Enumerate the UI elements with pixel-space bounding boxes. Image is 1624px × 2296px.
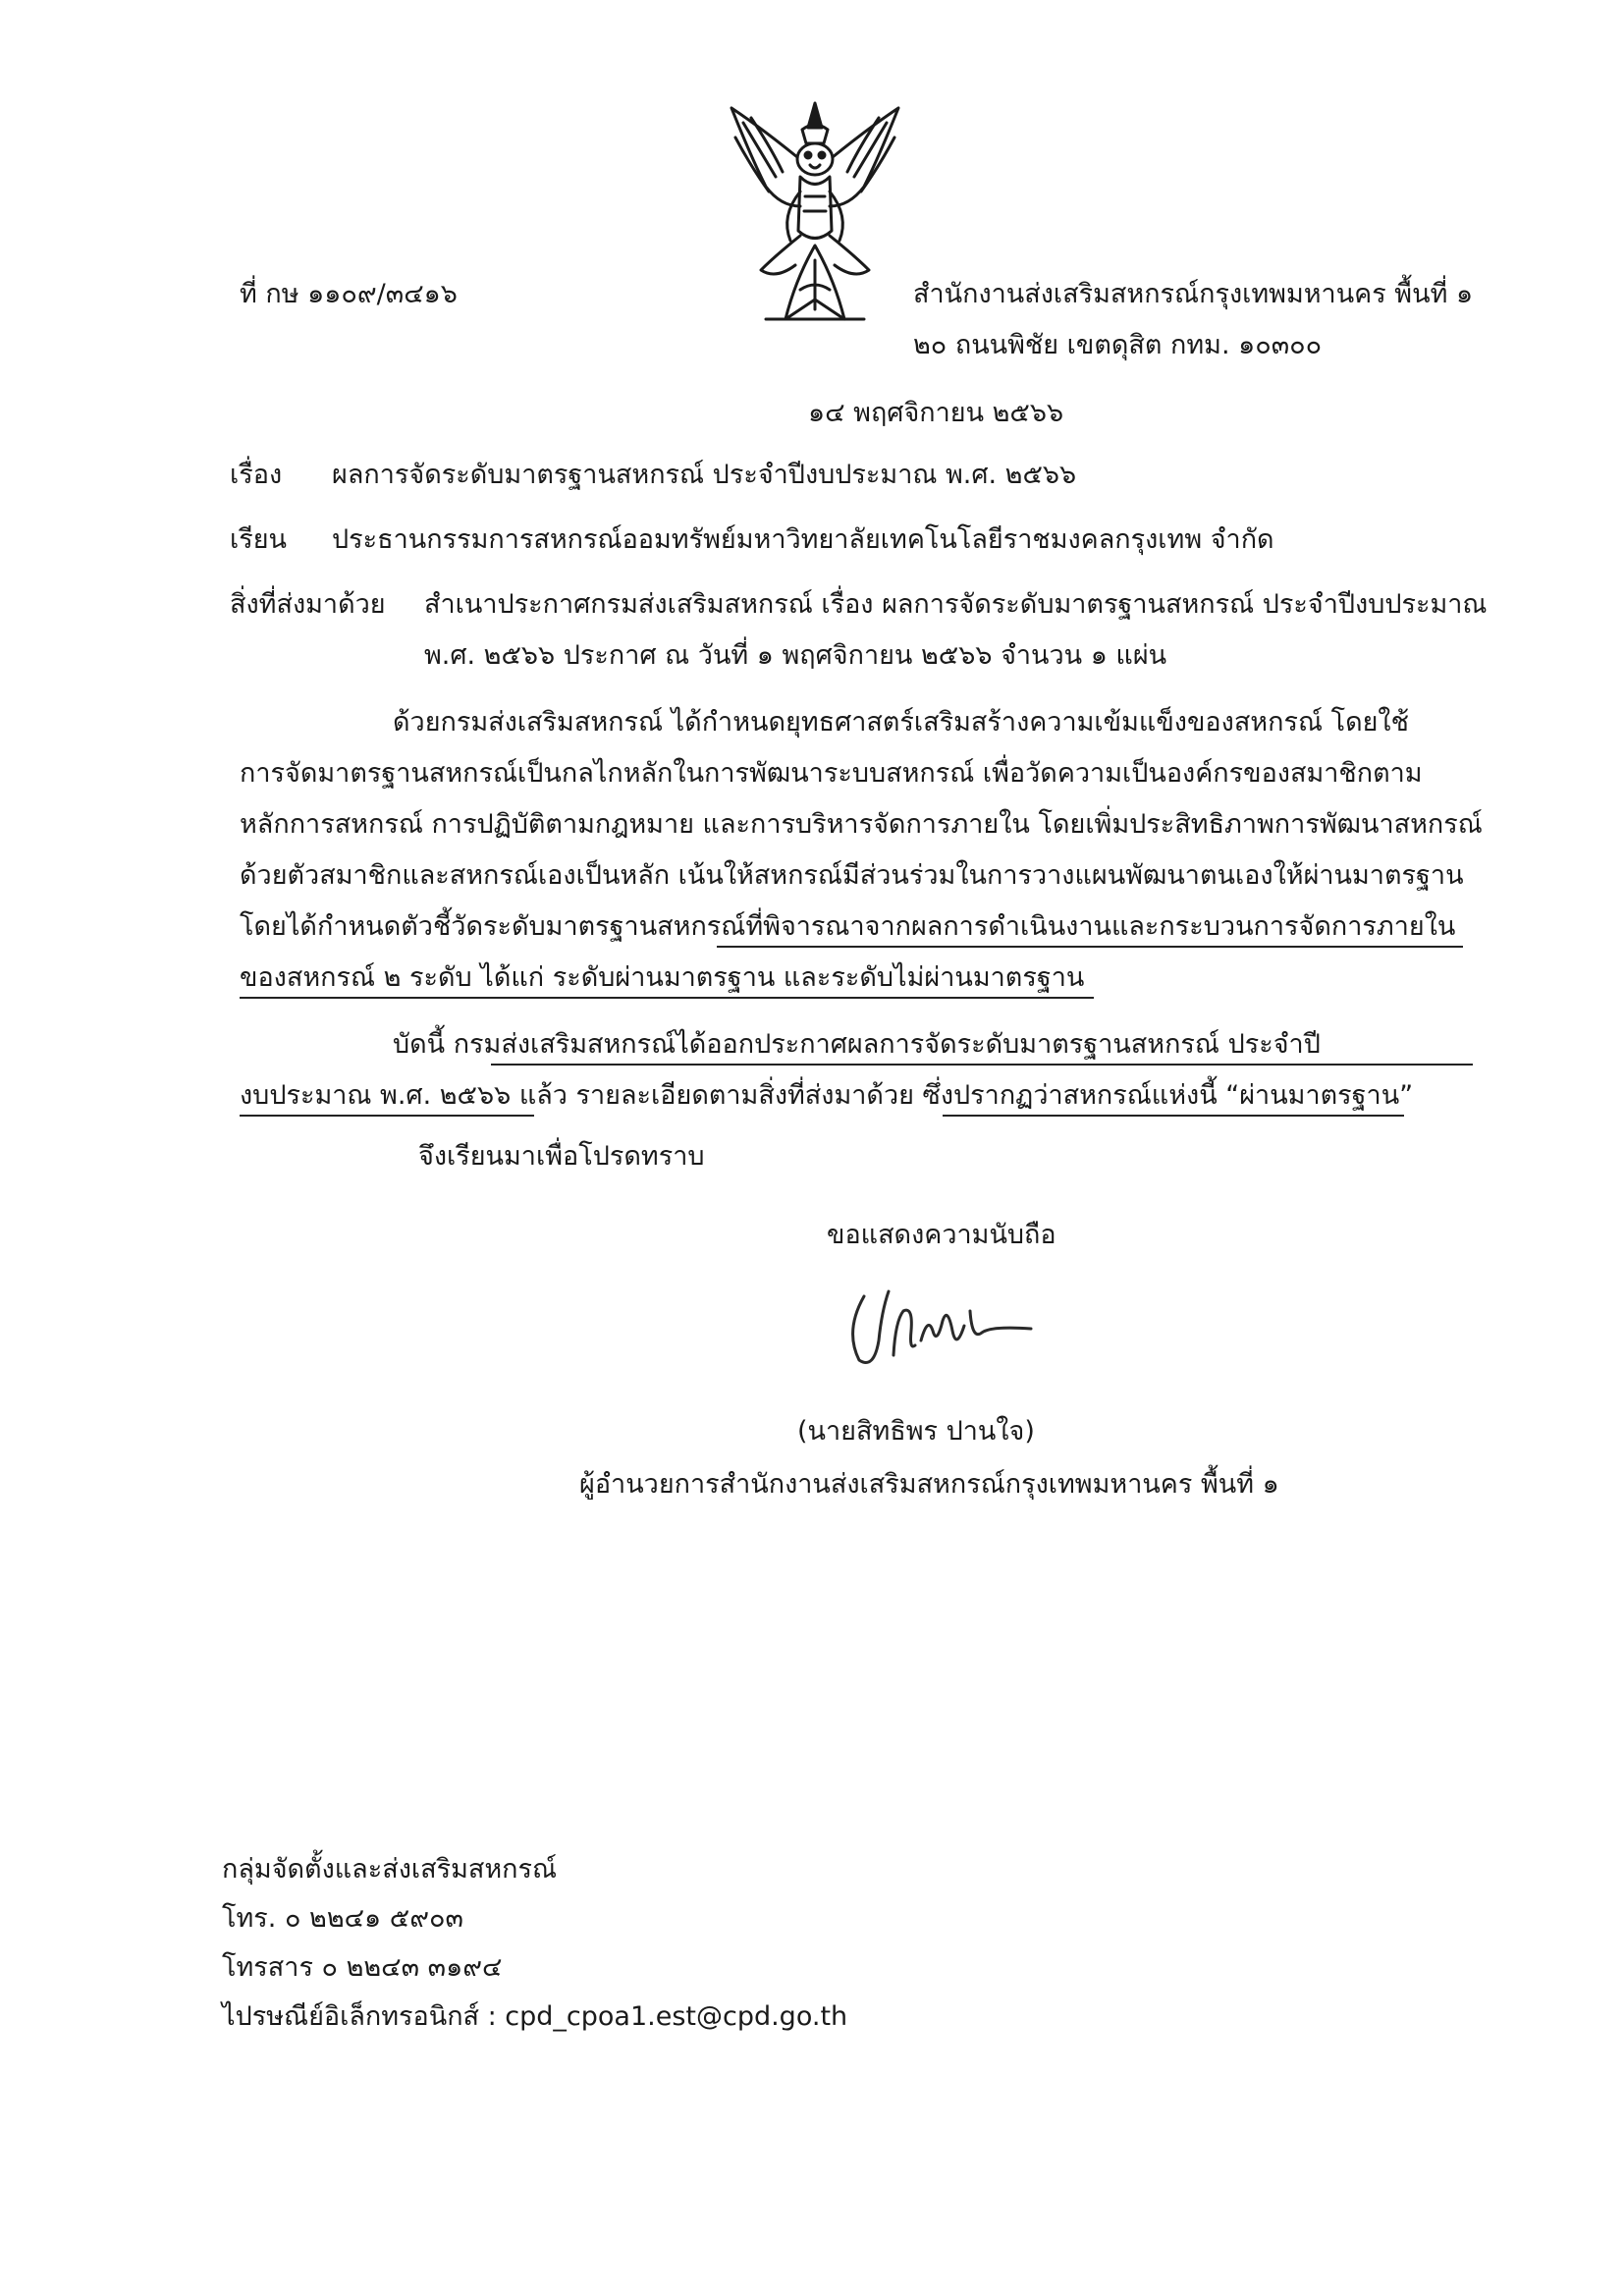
email-address: ไปรษณีย์อิเล็กทรอนิกส์ : cpd_cpoa1.est@cpd.go.th	[222, 2001, 848, 2032]
enclosure-line-2: พ.ศ. ๒๕๖๖ ประกาศ ณ วันที่ ๑ พฤศจิกายน ๒๕๖๖ จำนวน ๑ แผ่น	[424, 640, 1167, 671]
office-name: สำนักงานส่งเสริมสหกรณ์กรุงเทพมหานคร พื้นที่ ๑	[913, 279, 1474, 309]
garuda-emblem-icon	[722, 98, 908, 334]
enclosure-line-1: สำเนาประกาศกรมส่งเสริมสหกรณ์ เรื่อง ผลการจัดระดับมาตรฐานสหกรณ์ ประจำปีงบประมาณ	[424, 589, 1488, 620]
phone-number: โทร. ๐ ๒๒๔๑ ๕๙๐๓	[222, 1903, 463, 1934]
signature-icon	[835, 1272, 1060, 1380]
handwritten-underline	[717, 946, 1463, 948]
signer-name: (นายสิทธิพร ปานใจ)	[797, 1416, 1035, 1447]
recipient-text: ประธานกรรมการสหกรณ์ออมทรัพย์มหาวิทยาลัยเทคโนโลยีราชมงคลกรุงเทพ จำกัด	[332, 524, 1274, 555]
para1-line: หลักการสหกรณ์ การปฏิบัติตามกฎหมาย และการบริหารจัดการภายใน โดยเพิ่มประสิทธิภาพการพัฒนาสหกรณ์	[240, 809, 1483, 840]
para2-line: บัดนี้ กรมส่งเสริมสหกรณ์ได้ออกประกาศผลการจัดระดับมาตรฐานสหกรณ์ ประจำปี	[393, 1029, 1321, 1060]
handwritten-underline	[240, 1115, 534, 1117]
para2-line: งบประมาณ พ.ศ. ๒๕๖๖ แล้ว รายละเอียดตามสิ่งที่ส่งมาด้วย ซึ่งปรากฏว่าสหกรณ์แห่งนี้ “ผ่านมาตรฐาน”	[240, 1080, 1414, 1111]
reference-number: ที่ กษ ๑๑๐๙/๓๔๑๖	[240, 279, 458, 309]
office-address: ๒๐ ถนนพิชัย เขตดุสิต กทม. ๑๐๓๐๐	[913, 330, 1323, 360]
letter-date: ๑๔ พฤศจิกายน ๒๕๖๖	[808, 398, 1064, 428]
para1-line: โดยได้กำหนดตัวชี้วัดระดับมาตรฐานสหกรณ์ที่พิจารณาจากผลการดำเนินงานและกระบวนการจัดการภายใน	[240, 911, 1456, 942]
para1-line: ของสหกรณ์ ๒ ระดับ ได้แก่ ระดับผ่านมาตรฐาน และระดับไม่ผ่านมาตรฐาน	[240, 962, 1085, 993]
subject-label: เรื่อง	[230, 460, 283, 490]
handwritten-underline	[491, 1064, 1473, 1066]
handwritten-underline	[943, 1115, 1404, 1117]
para1-line: ด้วยตัวสมาชิกและสหกรณ์เองเป็นหลัก เน้นให้สหกรณ์มีส่วนร่วมในการวางแผนพัฒนาตนเองให้ผ่านมาตรฐาน	[240, 860, 1464, 891]
fax-number: โทรสาร ๐ ๒๒๔๓ ๓๑๙๔	[222, 1952, 503, 1983]
closing-request: จึงเรียนมาเพื่อโปรดทราบ	[418, 1141, 705, 1172]
para1-line: การจัดมาตรฐานสหกรณ์เป็นกลไกหลักในการพัฒนาระบบสหกรณ์ เพื่อวัดความเป็นองค์กรของสมาชิกตาม	[240, 758, 1423, 789]
subject-text: ผลการจัดระดับมาตรฐานสหกรณ์ ประจำปีงบประมาณ พ.ศ. ๒๕๖๖	[332, 460, 1077, 490]
regards: ขอแสดงความนับถือ	[827, 1220, 1056, 1250]
enclosure-label: สิ่งที่ส่งมาด้วย	[230, 589, 386, 620]
signer-title: ผู้อำนวยการสำนักงานส่งเสริมสหกรณ์กรุงเทพมหานคร พื้นที่ ๑	[579, 1469, 1279, 1500]
department-unit: กลุ่มจัดตั้งและส่งเสริมสหกรณ์	[222, 1854, 558, 1885]
recipient-label: เรียน	[230, 524, 288, 555]
para1-line: ด้วยกรมส่งเสริมสหกรณ์ ได้กำหนดยุทธศาสตร์เสริมสร้างความเข้มแข็งของสหกรณ์ โดยใช้	[393, 707, 1409, 738]
handwritten-underline	[240, 997, 1094, 999]
